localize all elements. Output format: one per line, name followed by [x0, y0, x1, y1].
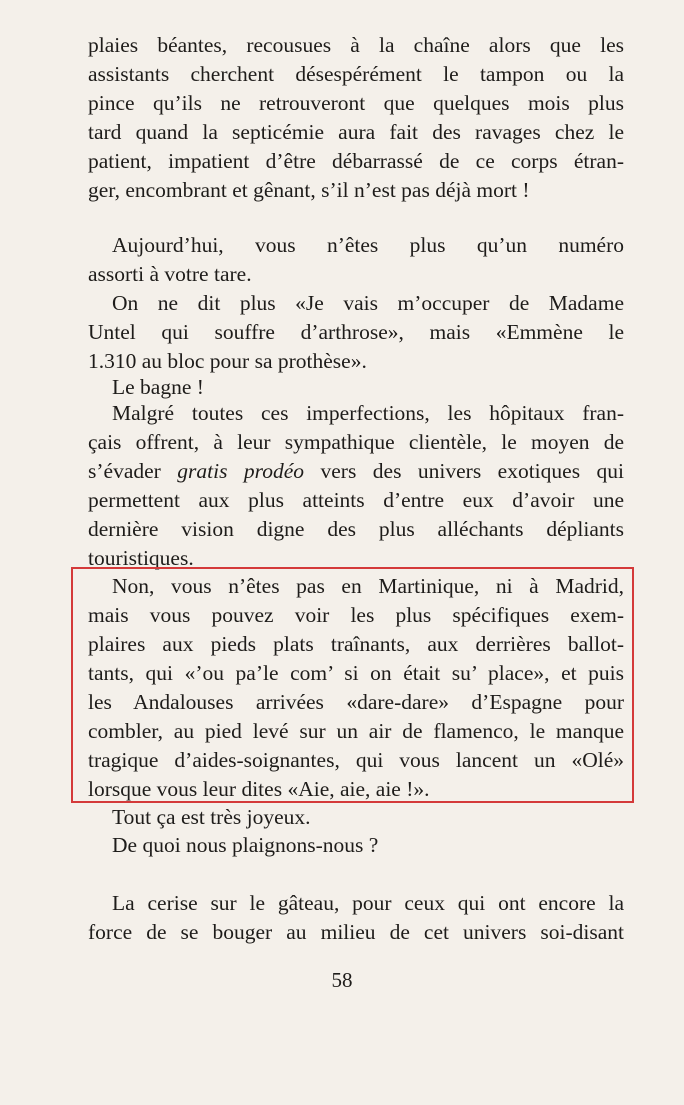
text-line: force de se bouger au milieu de cet univers soi-disant: [88, 920, 624, 944]
text-line: Untel qui souffre d’arthrose», mais «Emmène le: [88, 320, 624, 344]
paragraph-aujourdhui: [88, 231, 624, 289]
paragraph-joyeux: [88, 803, 624, 832]
text-line: ger, encombrant et gênant, s’il n’est pas déjà mort !: [88, 178, 530, 202]
text-line: assorti à votre tare.: [88, 262, 252, 286]
text-line: La cerise sur le gâteau, pour ceux qui ont encore la: [112, 891, 624, 915]
text-line: permettent aux plus atteints d’entre eux d’avoir une: [88, 488, 624, 512]
text-line: Le bagne !: [112, 375, 204, 399]
paragraph-on-ne-dit-plus: [88, 289, 624, 376]
text-line: De quoi nous plaignons-nous ?: [112, 833, 379, 857]
text-line: tants, qui «’ou pa’le com’ si on était su’ place», et puis: [88, 661, 624, 685]
text-line: les Andalouses arrivées «dare-dare» d’Espagne pour: [88, 690, 624, 714]
text-segment: s’évader: [88, 459, 178, 483]
text-line: dernière vision digne des plus alléchants dépliants: [88, 517, 624, 541]
text-line: 1.310 au bloc pour sa prothèse».: [88, 349, 367, 373]
text-line: tragique d’aides-soignantes, qui vous lancent un «Olé»: [88, 748, 624, 772]
text-line: plaies béantes, recousues à la chaîne alors que les: [88, 33, 624, 57]
page-number: 58: [331, 968, 353, 992]
text-line: combler, au pied levé sur un air de flamenco, le manque: [88, 719, 624, 743]
text-line: pince qu’ils ne retrouveront que quelques mois plus: [88, 91, 624, 115]
italic-phrase: gratis prodéo: [177, 459, 305, 483]
paragraph-plaignons: [88, 831, 624, 860]
text-line-with-italic: [88, 457, 624, 486]
text-line: Tout ça est très joyeux.: [112, 805, 311, 829]
text-line: assistants cherchent désespérément le tampon ou la: [88, 62, 624, 86]
text-line: Aujourd’hui, vous n’êtes plus qu’un numéro: [112, 233, 624, 257]
text-line: mais vous pouvez voir les plus spécifiques exem-: [88, 603, 624, 627]
text-segment: vers des univers exotiques qui: [304, 459, 624, 483]
paragraph-continuation: [88, 31, 624, 205]
text-line: touristiques.: [88, 546, 194, 570]
text-line: Malgré toutes ces imperfections, les hôpitaux fran-: [112, 401, 624, 425]
paragraph-malgre: [88, 399, 624, 573]
text-line: patient, impatient d’être débarrassé de ce corps étran-: [88, 149, 624, 173]
paragraph-le-bagne: [88, 373, 624, 402]
text-line: plaires aux pieds plats traînants, aux derrières ballot-: [88, 632, 624, 656]
text-line: On ne dit plus «Je vais m’occuper de Madame: [112, 291, 624, 315]
paragraph-highlighted: [88, 572, 624, 804]
paragraph-cerise: [88, 889, 624, 947]
text-line: çais offrent, à leur sympathique clientèle, le moyen de: [88, 430, 624, 454]
text-line: Non, vous n’êtes pas en Martinique, ni à Madrid,: [112, 574, 624, 598]
text-line: tard quand la septicémie aura fait des ravages chez le: [88, 120, 624, 144]
text-line: lorsque vous leur dites «Aie, aie, aie !».: [88, 777, 430, 801]
